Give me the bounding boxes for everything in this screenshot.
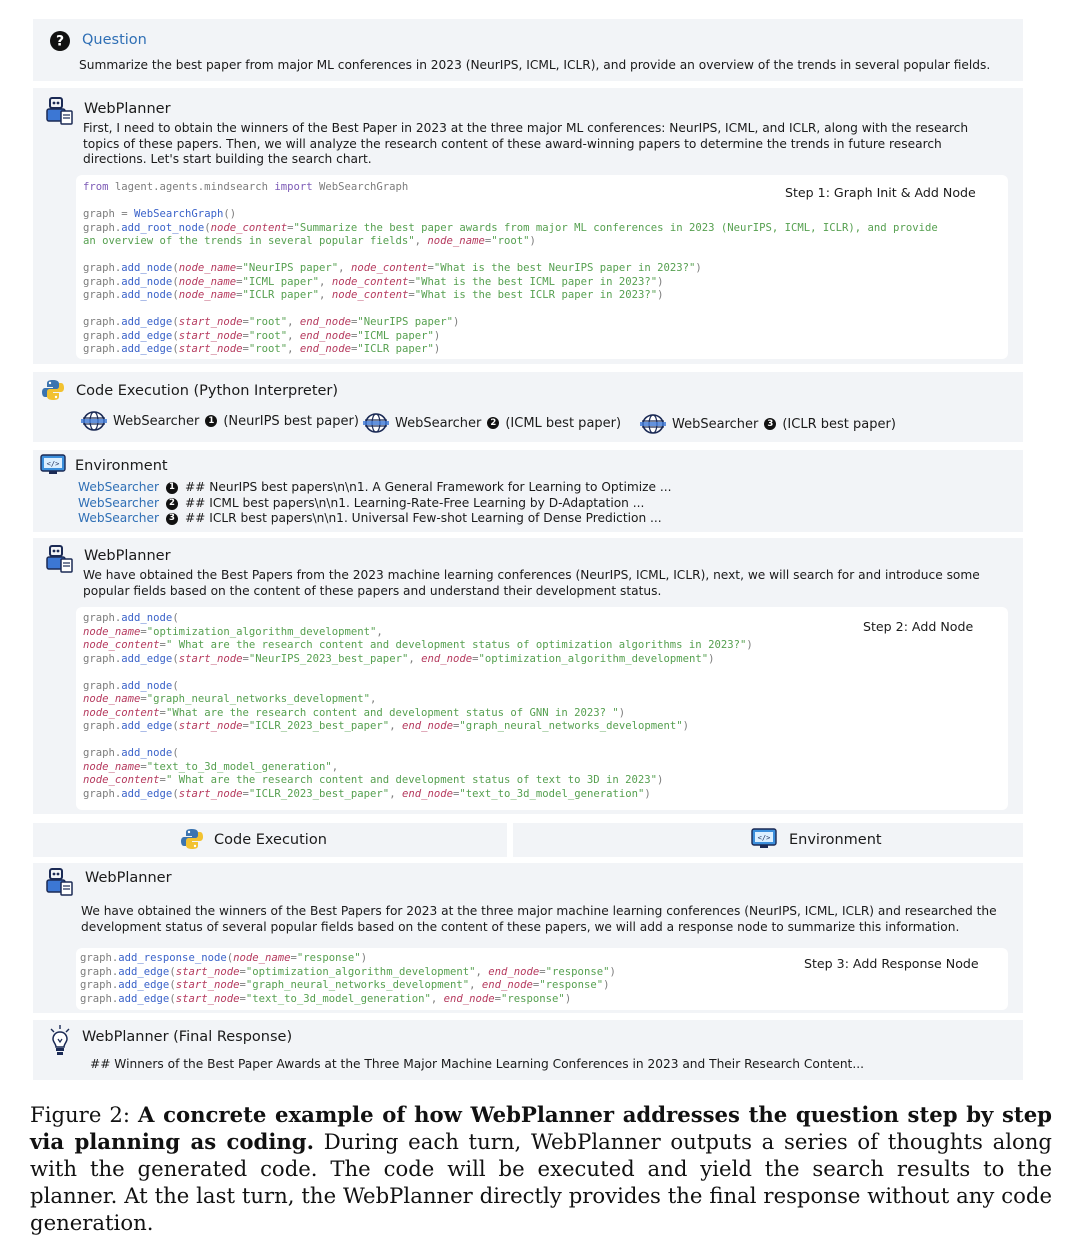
code2-line <box>83 653 753 667</box>
code-token: ( <box>172 262 179 274</box>
code-token: start_node <box>175 992 240 1005</box>
code-token: node_content <box>83 639 160 651</box>
code-token: start_node <box>175 965 240 978</box>
code-token: start_node <box>178 652 243 665</box>
code-token: node_name <box>178 262 237 274</box>
code-token: = <box>484 235 492 247</box>
code-token: lagent.agents.mindsearch <box>108 181 275 193</box>
code-token: ( <box>172 289 179 301</box>
code-token: end_node <box>299 316 351 328</box>
code-token: ) <box>609 965 616 978</box>
code-token: start_node <box>178 720 243 732</box>
code-token: ) <box>564 992 572 1005</box>
code-token: = <box>472 652 479 665</box>
env1-row-2 <box>78 496 644 512</box>
code-token: add_response_node <box>118 952 227 964</box>
code-token: ) <box>644 787 651 800</box>
code2-line <box>83 774 753 788</box>
code-token: node_name <box>83 625 141 638</box>
code-token: end_node <box>443 992 495 1005</box>
code-token: = <box>239 992 246 1005</box>
websearcher-1-label: WebSearcher <box>113 413 200 429</box>
code-token: = <box>242 720 249 732</box>
code-token: add_edge <box>121 329 173 342</box>
final-text: ## Winners of the Best Paper Awards at the Three Major Machine Learning Conferences in 2023 and Their Research Content... <box>90 1057 864 1071</box>
env1-row-1 <box>78 480 671 496</box>
code-token: ) <box>618 706 626 719</box>
webplanner-icon <box>44 544 74 574</box>
code-token: "ICLR paper" <box>357 343 434 355</box>
code-token: "ICLR paper" <box>242 289 320 301</box>
code-token: add_node <box>121 747 173 759</box>
code-token: , <box>389 787 402 800</box>
code1-line <box>83 235 938 249</box>
env1-row-3 <box>78 511 662 527</box>
code-token: end_node <box>401 787 453 800</box>
code-token: ( <box>172 787 179 800</box>
code1-line <box>83 249 938 263</box>
code2-line <box>83 734 753 748</box>
code-token: graph. <box>83 316 122 328</box>
code-token: , <box>475 965 489 978</box>
code-token: , <box>430 992 444 1005</box>
planner3-heading: WebPlanner <box>85 870 172 886</box>
code-token: end_node <box>299 343 351 355</box>
code-token: add_edge <box>121 316 173 328</box>
code-token: graph. <box>83 720 122 732</box>
code-token: , <box>287 329 300 342</box>
code-token: add_edge <box>121 652 173 665</box>
code-token: add_edge <box>121 720 173 732</box>
code2-line <box>83 761 753 775</box>
code-token: "ICLR_2023_best_paper" <box>248 787 390 800</box>
websearcher-2-number: 2 <box>487 417 499 429</box>
code-token: ( <box>172 679 179 692</box>
code-token: "response" <box>539 979 604 991</box>
webplanner-icon <box>44 867 74 897</box>
code-token: = <box>159 774 166 786</box>
code-token: graph. <box>83 652 122 665</box>
code-token: = <box>159 706 166 719</box>
code-token: = <box>236 262 243 274</box>
final-heading: WebPlanner (Final Response) <box>82 1029 293 1045</box>
code2-line <box>83 680 753 694</box>
env1-row-1-label: WebSearcher <box>78 480 159 494</box>
code-token: graph. <box>83 612 122 624</box>
planner1-heading: WebPlanner <box>84 101 171 117</box>
planner1-text: First, I need to obtain the winners of the Best Paper in 2023 at the three major ML conferences: NeurIPS, ICML, and ICLR, along with the research topics of these papers. Then, we will analyze the research content of these award-winning papers to determine the trends in future research directions. Let's start building the search chart. <box>83 121 969 166</box>
code-token: node_name <box>83 693 141 705</box>
step1-label: Step 1: Graph Init & Add Node <box>785 185 976 200</box>
code-token: = <box>287 221 294 234</box>
code-token: ( <box>172 316 179 328</box>
code-token: ) <box>746 639 753 651</box>
code-token: = <box>159 639 166 651</box>
code-token: = <box>453 787 460 800</box>
code-token: "graph_neural_networks_development" <box>459 720 683 732</box>
exec2-heading: Code Execution <box>214 832 327 848</box>
code-token: ( <box>172 343 179 355</box>
code-token: "graph_neural_networks_development" <box>245 979 470 991</box>
svg-text:</>: </> <box>757 834 771 842</box>
code-token: , <box>414 235 428 247</box>
code-token: ) <box>360 952 368 964</box>
websearcher-1-detail: (NeurIPS best paper) <box>223 413 359 429</box>
code-token: ) <box>433 343 441 355</box>
code-token: add_node <box>121 289 173 301</box>
code-token: "ICML paper" <box>242 275 320 288</box>
env1-row-3-number: 3 <box>166 513 178 525</box>
code-token: "root" <box>248 343 288 355</box>
code-token: end_node <box>401 720 453 732</box>
env1-row-3-label: WebSearcher <box>78 511 159 525</box>
code-token: , <box>376 625 383 638</box>
code-token: end_node <box>481 979 533 991</box>
code-token: graph. <box>83 221 122 234</box>
code-token: graph = <box>83 208 135 220</box>
python-icon <box>41 378 65 402</box>
code-token: node_content <box>83 774 160 786</box>
code-token: "ICLR_2023_best_paper" <box>248 720 390 732</box>
code2-line <box>83 720 753 734</box>
code-token: , <box>287 343 300 355</box>
globe-icon <box>640 413 666 435</box>
code1-line <box>83 289 938 303</box>
code-token: = <box>350 329 358 342</box>
code-token: ( <box>172 747 179 759</box>
websearcher-2-label: WebSearcher <box>395 415 482 431</box>
code-token: graph. <box>80 979 119 991</box>
code-token: graph. <box>83 787 122 800</box>
code-token: ) <box>453 316 460 328</box>
svg-text:</>: </> <box>46 460 60 468</box>
code-token: node_content <box>331 275 409 288</box>
code-token: start_node <box>178 329 243 342</box>
planner2-heading: WebPlanner <box>84 548 171 564</box>
code2-line <box>83 612 753 626</box>
code-token: = <box>140 693 147 705</box>
code-token: = <box>242 316 249 328</box>
code-lines-step3 <box>80 952 616 1006</box>
code-token: add_node <box>121 612 173 624</box>
code-token: add_edge <box>118 965 170 978</box>
code-token: start_node <box>175 979 240 991</box>
caption-bold: A concrete example of how WebPlanner addresses the question step by step via planning as coding. <box>30 1102 1052 1154</box>
env2-heading: Environment <box>789 832 882 848</box>
code-token: graph. <box>80 992 119 1005</box>
code-token: , <box>287 316 300 328</box>
code3-line <box>80 993 616 1007</box>
code-token: ) <box>708 652 715 665</box>
code-token: "root" <box>248 329 288 342</box>
code-token: = <box>242 329 249 342</box>
code1-line <box>83 316 938 330</box>
code-token: = <box>453 720 460 732</box>
code-token: = <box>242 787 249 800</box>
code1-line <box>83 276 938 290</box>
env1-row-1-number: 1 <box>166 482 178 494</box>
caption-body: During each turn, WebPlanner outputs a series of thoughts along with the generated code. The code will be executed and yield the search results to the planner. At the last turn, the WebPlanner directly provides the final response without any code generation. <box>30 1129 1052 1235</box>
step3-label: Step 3: Add Response Node <box>804 956 979 971</box>
code-token: start_node <box>178 316 243 328</box>
globe-icon <box>363 412 389 434</box>
code-token: graph. <box>83 289 122 301</box>
code-token: from <box>83 181 109 193</box>
code-token: ( <box>172 329 179 342</box>
code3-line <box>80 966 616 980</box>
code-token: "optimization_algorithm_development" <box>146 625 377 638</box>
code-token: graph. <box>83 275 122 288</box>
code-token: ) <box>695 262 702 274</box>
code-token: , <box>319 275 332 288</box>
code-token: , <box>408 652 422 665</box>
code-token: ) <box>529 235 536 247</box>
code-token: "response" <box>545 965 610 978</box>
code-token: = <box>290 952 297 964</box>
code-token: = <box>140 760 147 773</box>
code1-line <box>83 343 938 357</box>
code-token: node_content <box>210 221 288 234</box>
code-token: add_node <box>121 262 173 274</box>
code-token: = <box>239 979 246 991</box>
code-token: "graph_neural_networks_development" <box>146 693 371 705</box>
env1-row-2-text: ## ICML best papers\n\n1. Learning-Rate-Free Learning by D-Adaptation ... <box>184 496 645 510</box>
globe-icon <box>81 410 107 432</box>
code-token: graph. <box>83 329 122 342</box>
planner3-text: We have obtained the winners of the Best Papers for 2023 at the three major machine learning conferences (NeurIPS, ICML, ICLR) and researched the development status of several popular fields based on the content of these papers, we will add a response node to summarize this information. <box>81 904 997 934</box>
code-token: add_edge <box>118 979 170 991</box>
environment-icon <box>40 454 66 476</box>
code-token: = <box>408 275 415 288</box>
code-token: an overview of the trends in several popular fields" <box>83 235 415 247</box>
code-token: node_name <box>178 275 237 288</box>
env1-row-2-label: WebSearcher <box>78 496 159 510</box>
code1-line <box>83 303 938 317</box>
code-token: add_node <box>121 275 173 288</box>
caption-label: Figure 2: <box>30 1102 130 1127</box>
step2-label: Step 2: Add Node <box>863 619 974 634</box>
code-token: "ICML paper" <box>357 329 434 342</box>
code-token: "response" <box>296 952 361 964</box>
code-token: node_name <box>427 235 485 247</box>
figure-caption <box>30 1101 1052 1236</box>
code-token: graph. <box>80 952 119 964</box>
code-token: ( <box>172 652 179 665</box>
code-token: , <box>338 262 351 274</box>
code-token: graph. <box>83 343 122 355</box>
code-token: () <box>223 208 237 220</box>
question-text: Summarize the best paper from major ML conferences in 2023 (NeurIPS, ICML, ICLR), and provide an overview of the trends in several popular fields. <box>79 58 991 72</box>
code-token: = <box>236 289 243 301</box>
code1-line <box>83 208 938 222</box>
svg-text:?: ? <box>55 33 65 50</box>
code-token: , <box>319 289 332 301</box>
code-token: node_content <box>83 706 160 719</box>
code-token: = <box>427 262 434 274</box>
code-token: ) <box>657 275 664 288</box>
code-token: ( <box>169 965 176 978</box>
code-token: = <box>140 625 147 638</box>
websearcher-3-label: WebSearcher <box>672 416 759 432</box>
lightbulb-icon <box>48 1024 72 1058</box>
code-token: = <box>242 652 249 665</box>
webplanner-icon <box>44 96 74 126</box>
code-token: = <box>408 289 415 301</box>
code-token: ) <box>657 289 664 301</box>
code-token: , <box>331 760 339 773</box>
code-token: "root" <box>491 235 530 247</box>
code-token: "optimization_algorithm_development" <box>478 652 709 665</box>
code-token: start_node <box>178 343 243 355</box>
env1-row-2-number: 2 <box>166 498 178 510</box>
code2-line <box>83 666 753 680</box>
code-token: " What are the research content and development status of optimization algorithms in 2023?" <box>165 639 747 651</box>
code-token: node_name <box>83 760 141 773</box>
websearcher-1-number: 1 <box>205 415 217 427</box>
code-token: add_node <box>121 679 173 692</box>
code-token: "NeurIPS paper" <box>242 262 339 274</box>
code-token: = <box>239 965 246 978</box>
code-token: ( <box>169 992 176 1005</box>
code-token: ) <box>603 979 610 991</box>
code-token: graph. <box>83 679 122 692</box>
env1-heading: Environment <box>75 458 168 474</box>
exec1-heading: Code Execution (Python Interpreter) <box>76 383 339 399</box>
code-token: "Summarize the best paper awards from major ML conferences in 2023 (NeurIPS, ICML, ICLR), and provide <box>293 221 938 234</box>
code1-line <box>83 222 938 236</box>
code-token: = <box>242 343 249 355</box>
code-token: graph. <box>83 747 122 759</box>
code-token: add_edge <box>121 343 173 355</box>
code-token: add_root_node <box>121 221 205 234</box>
code2-line <box>83 626 753 640</box>
code-token: ( <box>172 275 179 288</box>
code-token: "What is the best ICLR paper in 2023?" <box>414 289 658 301</box>
env1-row-3-text: ## ICLR best papers\n\n1. Universal Few-shot Learning of Dense Prediction ... <box>184 511 662 525</box>
code-token: , <box>370 693 377 705</box>
code-token: ( <box>204 221 211 234</box>
code2-line <box>83 693 753 707</box>
code2-line <box>83 747 753 761</box>
code-token: start_node <box>178 787 243 800</box>
websearcher-2 <box>363 412 621 434</box>
code-token: "What is the best NeurIPS paper in 2023?" <box>433 262 696 274</box>
websearcher-1 <box>81 410 359 432</box>
code-token: ) <box>433 329 441 342</box>
code-lines-step2 <box>83 612 753 801</box>
code-token: , <box>389 720 402 732</box>
code2-line <box>83 707 753 721</box>
code-token: ) <box>657 774 664 786</box>
code-token: "What is the best ICML paper in 2023?" <box>414 275 658 288</box>
code-lines-step1 <box>83 181 938 357</box>
code-token: WebSearchGraph <box>134 208 224 220</box>
code-token: "response" <box>501 992 565 1005</box>
code-token: node_name <box>178 289 237 301</box>
code-token: = <box>236 275 243 288</box>
planner2-text: We have obtained the Best Papers from the 2023 machine learning conferences (NeurIPS, ICML, ICLR), next, we will search for and introduce some popular fields based on the content of these papers and understand their development status. <box>83 568 980 598</box>
code2-line <box>83 788 753 802</box>
question-heading: Question <box>82 32 147 48</box>
code-token: node_content <box>331 289 409 301</box>
code-token: graph. <box>83 262 122 274</box>
code-token: ( <box>226 952 234 964</box>
code-token: " What are the research content and development status of text to 3D in 2023" <box>165 774 658 786</box>
code-token: ( <box>169 979 176 991</box>
code-token: end_node <box>488 965 540 978</box>
code1-line <box>83 330 938 344</box>
code-token: "NeurIPS paper" <box>357 316 454 328</box>
code-token: , <box>469 979 482 991</box>
code-token: ) <box>682 720 690 732</box>
code-token: "text_to_3d_model_generation" <box>146 760 332 773</box>
code-token: ( <box>172 720 179 732</box>
code-token: = <box>539 965 546 978</box>
code-token: WebSearchGraph <box>312 181 409 193</box>
code-token: node_name <box>233 952 291 964</box>
code3-line <box>80 979 616 993</box>
code-token: = <box>350 343 358 355</box>
websearcher-2-detail: (ICML best paper) <box>505 415 622 431</box>
code-token: "text_to_3d_model_generation" <box>245 992 431 1005</box>
code1-line <box>83 262 938 276</box>
code-token: "NeurIPS_2023_best_paper" <box>248 652 409 665</box>
code-token: add_edge <box>121 787 173 800</box>
websearcher-3-detail: (ICLR best paper) <box>782 416 896 432</box>
code-token: ( <box>172 612 179 624</box>
code-token: = <box>532 979 540 991</box>
code-token: add_edge <box>118 992 170 1005</box>
environment-icon <box>751 828 777 850</box>
code-token: = <box>494 992 502 1005</box>
code-token: "text_to_3d_model_generation" <box>459 787 645 800</box>
question-icon <box>49 30 71 52</box>
code3-line <box>80 952 616 966</box>
websearcher-3 <box>640 413 896 435</box>
code-token: graph. <box>80 965 119 978</box>
code-token: node_content <box>350 262 428 274</box>
code2-line <box>83 639 753 653</box>
code-token: "What are the research content and development status of GNN in 2023? " <box>165 706 619 719</box>
code-token: end_node <box>299 329 351 342</box>
code-token: "optimization_algorithm_development" <box>245 965 476 978</box>
env1-row-1-text: ## NeurIPS best papers\n\n1. A General Framework for Learning to Optimize ... <box>184 480 672 494</box>
code-token: "root" <box>248 316 288 328</box>
code-token: import <box>274 181 313 193</box>
python-icon <box>180 827 204 851</box>
code-token: end_node <box>421 652 473 665</box>
code-token: = <box>350 316 358 328</box>
websearcher-3-number: 3 <box>764 418 776 430</box>
